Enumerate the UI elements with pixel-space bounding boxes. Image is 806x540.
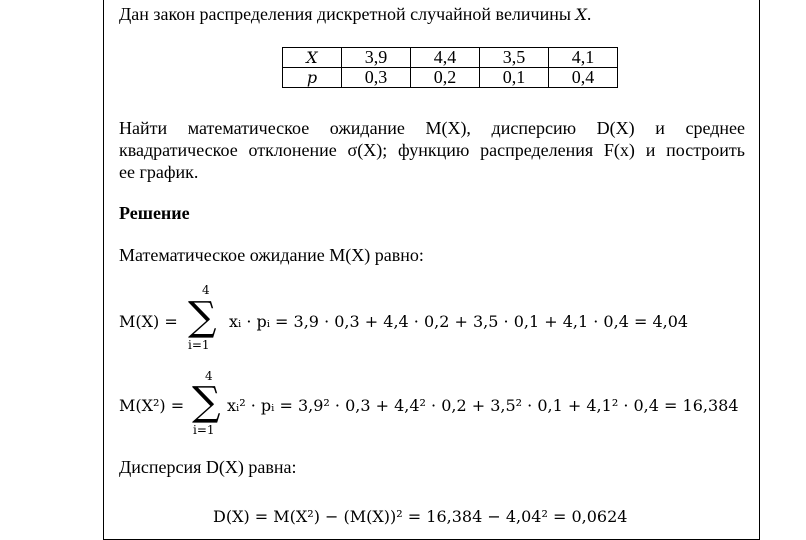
- question-line: Найти математическое ожидание M(X), дисперсию D(X) и среднее: [119, 118, 745, 138]
- table-cell: 0,4: [549, 68, 618, 88]
- eq3: D(X) = M(X²) − (M(X))² = 16,384 − 4,04² = 0,0624: [213, 507, 628, 526]
- task-intro: Дан закон распределения дискретной случайной величины X.: [119, 4, 592, 24]
- expectation-label: Математическое ожидание M(X) равно:: [119, 245, 424, 265]
- table-cell: 0,2: [411, 68, 480, 88]
- eq1-rhs: xᵢ · pᵢ = 3,9 · 0,3 + 4,4 · 0,2 + 3,5 · 0,1 + 4,1 · 0,4 = 4,04: [229, 312, 689, 331]
- sum2-sign: ∑: [192, 379, 221, 425]
- eq2-lhs: M(X²) =: [119, 396, 185, 415]
- table-cell: 4,1: [549, 48, 618, 68]
- table-row-p: [283, 68, 618, 88]
- question-line: ее график.: [119, 162, 199, 182]
- question-line: квадратическое отклонение σ(X); функцию распределения F(x) и построить: [119, 140, 745, 160]
- task-question: [119, 117, 745, 183]
- table-header-x: X: [283, 48, 342, 68]
- sum1-sign: ∑: [188, 294, 217, 340]
- table-cell: 4,4: [411, 48, 480, 68]
- solution-heading: Решение: [119, 203, 190, 223]
- table-cell: 3,5: [480, 48, 549, 68]
- sum2-lower: i=1: [193, 423, 215, 437]
- eq2-rhs: xᵢ² · pᵢ = 3,9² · 0,3 + 4,4² · 0,2 + 3,5² · 0,1 + 4,1² · 0,4 = 16,384: [227, 396, 739, 415]
- sum1-lower: i=1: [188, 338, 210, 352]
- distribution-table: [282, 47, 618, 88]
- table-cell: 0,1: [480, 68, 549, 88]
- sum2-upper: 4: [205, 369, 213, 383]
- table-row-x: [283, 48, 618, 68]
- table-header-p: p: [283, 68, 342, 88]
- table-cell: 3,9: [342, 48, 411, 68]
- table-cell: 0,3: [342, 68, 411, 88]
- sum1-upper: 4: [202, 283, 210, 297]
- eq1-lhs: M(X) =: [119, 312, 178, 331]
- variance-label: Дисперсия D(X) равна:: [119, 457, 297, 477]
